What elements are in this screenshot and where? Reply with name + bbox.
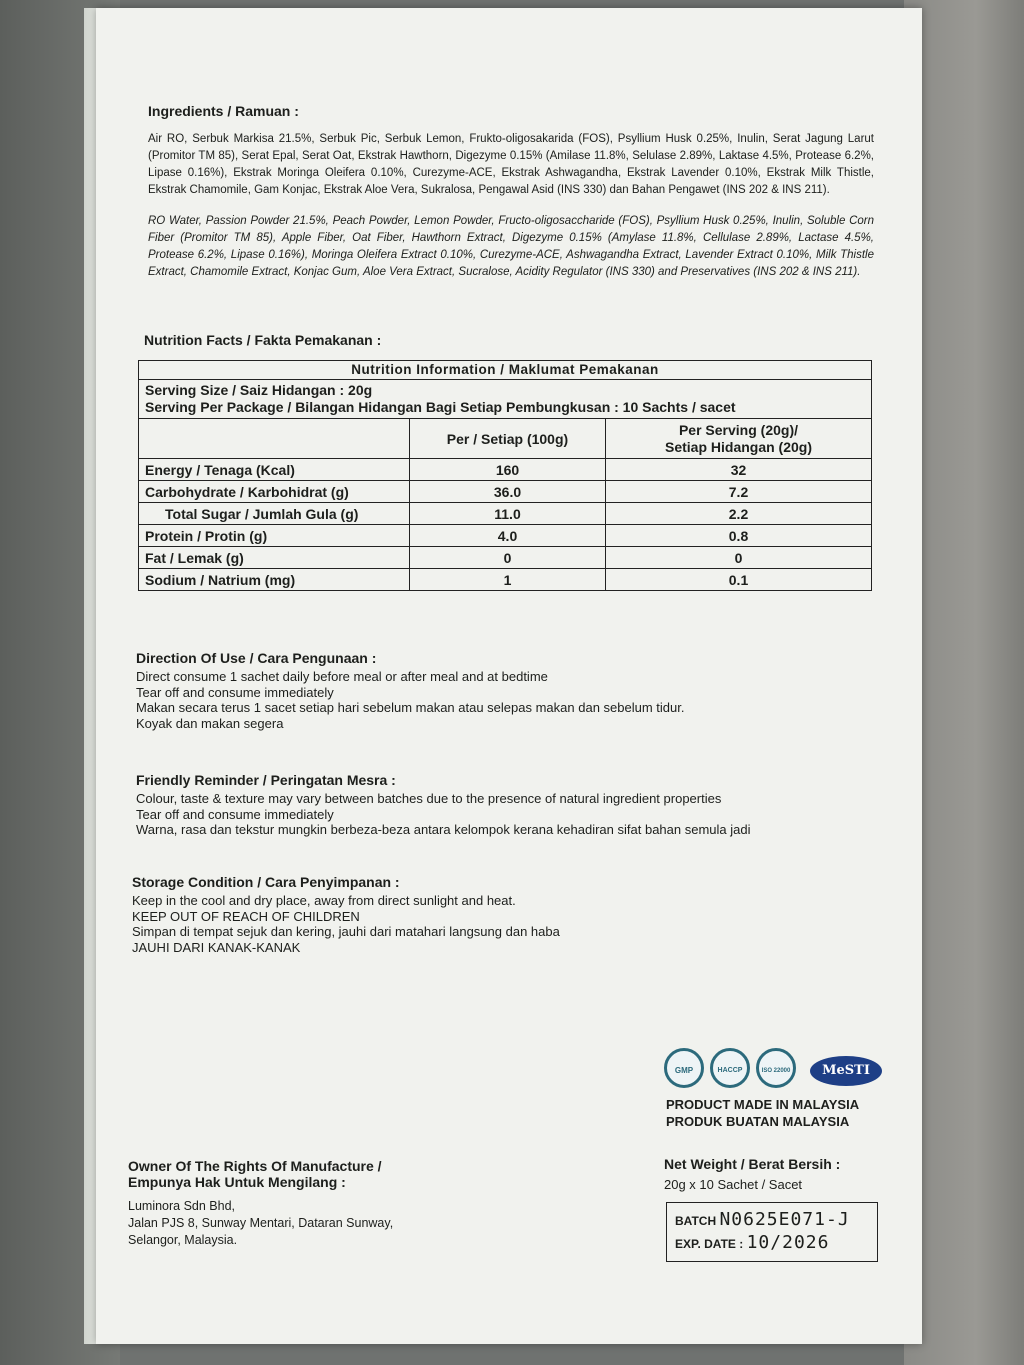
iso-logo-icon: ISO 22000 bbox=[756, 1048, 796, 1088]
row-perserving: 0.1 bbox=[606, 569, 872, 591]
table-row bbox=[139, 525, 872, 547]
direction-line: Tear off and consume immediately bbox=[136, 684, 334, 700]
column-header-row bbox=[139, 419, 872, 459]
owner-company: Luminora Sdn Bhd, bbox=[128, 1199, 236, 1213]
owner-heading-1: Owner Of The Rights Of Manufacture / bbox=[128, 1158, 382, 1174]
storage-line: Keep in the cool and dry place, away from direct sunlight and heat. bbox=[132, 893, 516, 908]
storage-line: KEEP OUT OF REACH OF CHILDREN bbox=[132, 908, 360, 924]
row-per100: 36.0 bbox=[410, 481, 606, 503]
col-header-serving bbox=[606, 419, 872, 459]
reminder-line: Warna, rasa dan tekstur mungkin berbeza-beza antara kelompok kerana kehadiran sifat bahan semula jadi bbox=[136, 822, 751, 837]
gmp-logo-icon: GMP bbox=[664, 1048, 704, 1088]
storage-section bbox=[132, 874, 872, 955]
batch-value: N0625E071-J bbox=[719, 1209, 850, 1230]
row-per100: 160 bbox=[410, 459, 606, 481]
owner-section bbox=[128, 1158, 448, 1249]
owner-address-2: Selangor, Malaysia. bbox=[128, 1233, 238, 1247]
exp-label: EXP. DATE : bbox=[675, 1237, 744, 1251]
table-title: Nutrition Information / Maklumat Pemakanan bbox=[139, 361, 872, 380]
row-perserving: 0.8 bbox=[606, 525, 872, 547]
reminder-heading: Friendly Reminder / Peringatan Mesra : bbox=[136, 772, 396, 788]
ingredients-heading: Ingredients / Ramuan : bbox=[148, 103, 299, 119]
reminder-line: Tear off and consume immediately bbox=[136, 806, 334, 822]
batch-row bbox=[675, 1209, 869, 1232]
col-header-serving-line2: Setiap Hidangan (20g) bbox=[664, 438, 813, 455]
direction-heading: Direction Of Use / Cara Pengunaan : bbox=[136, 650, 377, 666]
ingredients-section bbox=[148, 103, 874, 281]
row-label: Protein / Protin (g) bbox=[139, 525, 410, 547]
storage-line: Simpan di tempat sejuk dan kering, jauhi dari matahari langsung dan haba bbox=[132, 924, 560, 939]
row-per100: 1 bbox=[410, 569, 606, 591]
table-row bbox=[139, 569, 872, 591]
certification-logos bbox=[664, 1048, 884, 1092]
table-row bbox=[139, 459, 872, 481]
net-weight-value: 20g x 10 Sachet / Sacet bbox=[664, 1177, 803, 1192]
reminder-line: Colour, taste & texture may vary between batches due to the presence of natural ingredient properties bbox=[136, 791, 722, 806]
row-label: Sodium / Natrium (mg) bbox=[139, 569, 410, 591]
product-box-back bbox=[96, 8, 922, 1344]
nutrition-table bbox=[138, 360, 872, 591]
exp-value: 10/2026 bbox=[746, 1232, 830, 1253]
row-label: Total Sugar / Jumlah Gula (g) bbox=[139, 503, 410, 525]
storage-heading: Storage Condition / Cara Penyimpanan : bbox=[132, 874, 400, 890]
serving-row bbox=[139, 380, 872, 419]
mesti-logo-icon: MeSTI bbox=[810, 1056, 882, 1086]
net-weight-heading: Net Weight / Berat Bersih : bbox=[664, 1156, 841, 1172]
serving-size: Serving Size / Saiz Hidangan : 20g bbox=[145, 382, 373, 398]
table-title-row bbox=[139, 361, 872, 380]
owner-address-1: Jalan PJS 8, Sunway Mentari, Dataran Sunway, bbox=[128, 1216, 394, 1230]
direction-line: Makan secara terus 1 sacet setiap hari sebelum makan atau selepas makan dan sebelum tidur. bbox=[136, 700, 685, 715]
col-header-serving-line1: Per Serving (20g)/ bbox=[678, 421, 799, 438]
table-row bbox=[139, 547, 872, 569]
net-weight-section bbox=[664, 1156, 894, 1193]
row-perserving: 7.2 bbox=[606, 481, 872, 503]
made-in-ms: PRODUK BUATAN MALAYSIA bbox=[666, 1114, 850, 1129]
direction-line: Direct consume 1 sachet daily before meal or after meal and at bedtime bbox=[136, 669, 548, 684]
row-per100: 0 bbox=[410, 547, 606, 569]
direction-line: Koyak dan makan segera bbox=[136, 715, 284, 731]
row-label: Energy / Tenaga (Kcal) bbox=[139, 459, 410, 481]
owner-heading-2: Empunya Hak Untuk Mengilang : bbox=[128, 1174, 346, 1190]
batch-box bbox=[666, 1202, 878, 1262]
serving-per-package: Serving Per Package / Bilangan Hidangan Bagi Setiap Pembungkusan : 10 Sachts / sacet bbox=[145, 399, 736, 415]
haccp-logo-icon: HACCP bbox=[710, 1048, 750, 1088]
ingredients-english: RO Water, Passion Powder 21.5%, Peach Powder, Lemon Powder, Fructo-oligosaccharide (FOS), Psyllium Husk 0.25%, Inulin, Soluble Corn Fiber (Promitor TM 85), Apple Fiber, Oat Fiber, Hawthorn Extract, Digezyme 0.15% (Amylase 11.8%, Cellulase 2.89%, Lactase 4.5%, Protease 6.2%, Lipase 0.16%), Moringa Oleifera Extract 0.10%, Curezyme-ACE, Ashwagandha Extract, Lavender Extract 0.10%, Milk Thistle Extract, Chamomile Extract, Konjac Gum, Aloe Vera Extract, Sucralose, Acidity Regulator (INS 330) and Preservatives (INS 202 & INS 211). bbox=[148, 215, 874, 278]
reminder-section bbox=[136, 772, 876, 838]
row-perserving: 0 bbox=[606, 547, 872, 569]
nutrition-heading: Nutrition Facts / Fakta Pemakanan : bbox=[144, 332, 382, 348]
row-perserving: 32 bbox=[606, 459, 872, 481]
exp-row bbox=[675, 1232, 869, 1255]
made-in-en: PRODUCT MADE IN MALAYSIA bbox=[666, 1097, 860, 1112]
storage-line: JAUHI DARI KANAK-KANAK bbox=[132, 939, 301, 955]
made-in-malaysia bbox=[666, 1096, 859, 1130]
row-label: Fat / Lemak (g) bbox=[139, 547, 410, 569]
ingredients-malay: Air RO, Serbuk Markisa 21.5%, Serbuk Pic, Serbuk Lemon, Frukto-oligosakarida (FOS), Psyllium Husk 0.25%, Inulin, Serat Jagung Larut (Promitor TM 85), Serat Epal, Serat Oat, Ekstrak Hawthorn, Digezyme 0.15% (Amilase 11.8%, Selulase 2.89%, Laktase 4.5%, Protease 6.2%, Lipase 0.16%), Ekstrak Moringa Oleifera 0.10%, Curezyme-ACE, Ekstrak Ashwagandha, Ekstrak Lavender 0.10%, Ekstrak Milk Thistle, Ekstrak Chamomile, Gam Konjac, Ekstrak Aloe Vera, Sukralosa, Pengawal Asid (INS 330) dan Bahan Pengawet (INS 202 & INS 211). bbox=[148, 133, 874, 196]
direction-section bbox=[136, 650, 876, 731]
batch-label: BATCH bbox=[675, 1214, 717, 1228]
row-per100: 4.0 bbox=[410, 525, 606, 547]
background-right bbox=[904, 0, 1024, 1365]
table-row bbox=[139, 503, 872, 525]
row-label: Carbohydrate / Karbohidrat (g) bbox=[139, 481, 410, 503]
table-row bbox=[139, 481, 872, 503]
row-per100: 11.0 bbox=[410, 503, 606, 525]
row-perserving: 2.2 bbox=[606, 503, 872, 525]
col-header-100g: Per / Setiap (100g) bbox=[410, 419, 606, 459]
